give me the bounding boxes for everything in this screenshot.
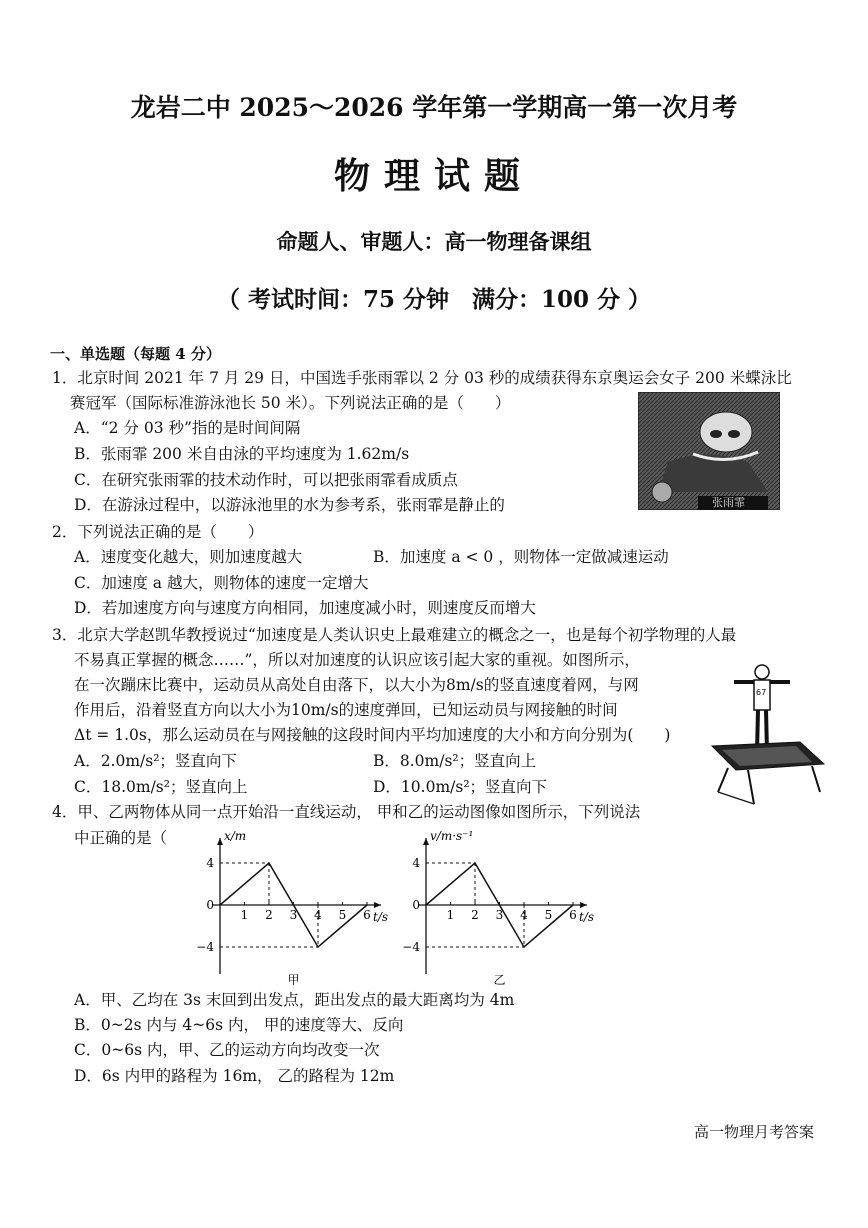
x-axis-label: t/s bbox=[373, 910, 389, 924]
y-tick-label: 0 bbox=[412, 898, 420, 912]
q3-option-c: C．18.0m/s²；竖直向上 bbox=[74, 778, 248, 796]
q1-stem-line2: 赛冠军（国际标准游泳池长 50 米）。下列说法正确的是（ ） bbox=[70, 394, 511, 412]
y-tick-label: 0 bbox=[206, 898, 214, 912]
section-heading: 一、单选题（每题 4 分） bbox=[50, 345, 221, 363]
q3-line5: Δt = 1.0s，那么运动员在与网接触的这段时间内平均加速度的大小和方向分别为( ) bbox=[74, 726, 671, 744]
x-tick-label: 3 bbox=[495, 908, 504, 922]
x-tick-label: 2 bbox=[471, 908, 479, 922]
x-tick-label: 1 bbox=[446, 908, 455, 922]
q2-option-b: B．加速度 a < 0 ，则物体一定做减速运动 bbox=[373, 548, 669, 566]
trampoline-illustration bbox=[708, 664, 826, 814]
y-tick-label: 4 bbox=[412, 856, 420, 870]
y-axis-label: x/m bbox=[224, 829, 247, 843]
photo-caption: 张雨霏 bbox=[712, 496, 745, 509]
q2-stem: 2．下列说法正确的是（ ） bbox=[52, 523, 264, 541]
graph-yi bbox=[392, 826, 607, 986]
authors-line: 命题人、审题人：高一物理备课组 bbox=[276, 229, 592, 254]
q2-option-a: A．速度变化越大，则加速度越大 bbox=[74, 548, 303, 566]
y-tick-label: −4 bbox=[402, 940, 420, 954]
exam-title-line: 龙岩二中 2025～2026 学年第一学期高一第一次月考 bbox=[130, 93, 738, 122]
x-tick-label: 6 bbox=[363, 908, 371, 922]
exam-info: （ 考试时间：75 分钟 满分：100 分 ） bbox=[216, 286, 652, 313]
x-tick-label: 5 bbox=[544, 908, 553, 922]
y-tick-label: 4 bbox=[206, 856, 214, 870]
q1-option-d: D．在游泳过程中，以游泳池里的水为参考系，张雨霏是静止的 bbox=[74, 496, 505, 514]
swimmer-photo bbox=[638, 392, 780, 510]
athlete-number: 67 bbox=[756, 688, 767, 697]
graph-caption: 乙 bbox=[493, 973, 506, 986]
graph-caption: 甲 bbox=[287, 973, 300, 986]
q4-option-d: D．6s 内甲的路程为 16m， 乙的路程为 12m bbox=[74, 1067, 395, 1085]
q1-stem-line1: 1．北京时间 2021 年 7 月 29 日，中国选手张雨霏以 2 分 03 秒的成绩获得东京奥运会女子 200 米蝶泳比 bbox=[52, 369, 792, 387]
y-axis-arrow bbox=[217, 838, 223, 845]
q1-option-c: C．在研究张雨霏的技术动作时，可以把张雨霏看成质点 bbox=[74, 471, 458, 489]
q3-line3: 在一次蹦床比赛中，运动员从高处自由落下，以大小为8m/s的竖直速度着网，与网 bbox=[74, 676, 639, 694]
x-tick-label: 4 bbox=[314, 908, 322, 922]
q2-option-c: C．加速度 a 越大，则物体的速度一定增大 bbox=[74, 574, 369, 592]
q1-option-a: A．“2 分 03 秒”指的是时间间隔 bbox=[74, 419, 301, 437]
q3-line2: 不易真正掌握的概念……”，所以对加速度的认识应该引起大家的重视。如图所示， bbox=[74, 651, 640, 669]
subject-title: 物理试题 bbox=[333, 155, 534, 197]
q3-line1: 3．北京大学赵凯华教授说过“加速度是人类认识史上最难建立的概念之一，也是每个初学物理的人最 bbox=[52, 626, 737, 644]
q1-option-b: B．张雨霏 200 米自由泳的平均速度为 1.62m/s bbox=[74, 445, 410, 463]
q3-line4: 作用后，沿着竖直方向以大小为10m/s的速度弹回，已知运动员与网接触的时间 bbox=[74, 701, 618, 719]
x-tick-label: 5 bbox=[338, 908, 347, 922]
x-axis-arrow bbox=[374, 902, 381, 908]
q3-option-a: A．2.0m/s²；竖直向下 bbox=[74, 752, 237, 770]
q4-option-c: C．0~6s 内，甲、乙的运动方向均改变一次 bbox=[74, 1041, 380, 1059]
x-tick-label: 2 bbox=[265, 908, 273, 922]
q4-stem-line2: 中正确的是（ bbox=[74, 829, 168, 847]
y-axis-arrow bbox=[423, 838, 429, 845]
q2-option-d: D．若加速度方向与速度方向相同，加速度减小时，则速度反而增大 bbox=[74, 599, 536, 617]
q4-stem-line1: 4．甲、乙两物体从同一点开始沿一直线运动， 甲和乙的运动图像如图所示，下列说法 bbox=[52, 803, 641, 821]
x-axis-label: t/s bbox=[579, 910, 595, 924]
x-axis-arrow bbox=[580, 902, 587, 908]
q4-option-a: A．甲、乙均在 3s 末回到出发点，距出发点的最大距离均为 4m bbox=[74, 991, 515, 1009]
q4-option-b: B．0~2s 内与 4~6s 内， 甲的速度等大、反向 bbox=[74, 1016, 404, 1034]
x-tick-label: 4 bbox=[520, 908, 528, 922]
y-axis-label: v/m·s⁻¹ bbox=[430, 829, 474, 843]
x-tick-label: 3 bbox=[289, 908, 298, 922]
x-tick-label: 1 bbox=[240, 908, 249, 922]
q3-option-b: B．8.0m/s²；竖直向上 bbox=[373, 752, 537, 770]
footer-text: 高一物理月考答案 bbox=[694, 1123, 815, 1141]
q3-option-d: D．10.0m/s²；竖直向下 bbox=[373, 778, 548, 796]
y-tick-label: −4 bbox=[196, 940, 214, 954]
graph-jia bbox=[186, 826, 401, 986]
x-tick-label: 6 bbox=[569, 908, 577, 922]
